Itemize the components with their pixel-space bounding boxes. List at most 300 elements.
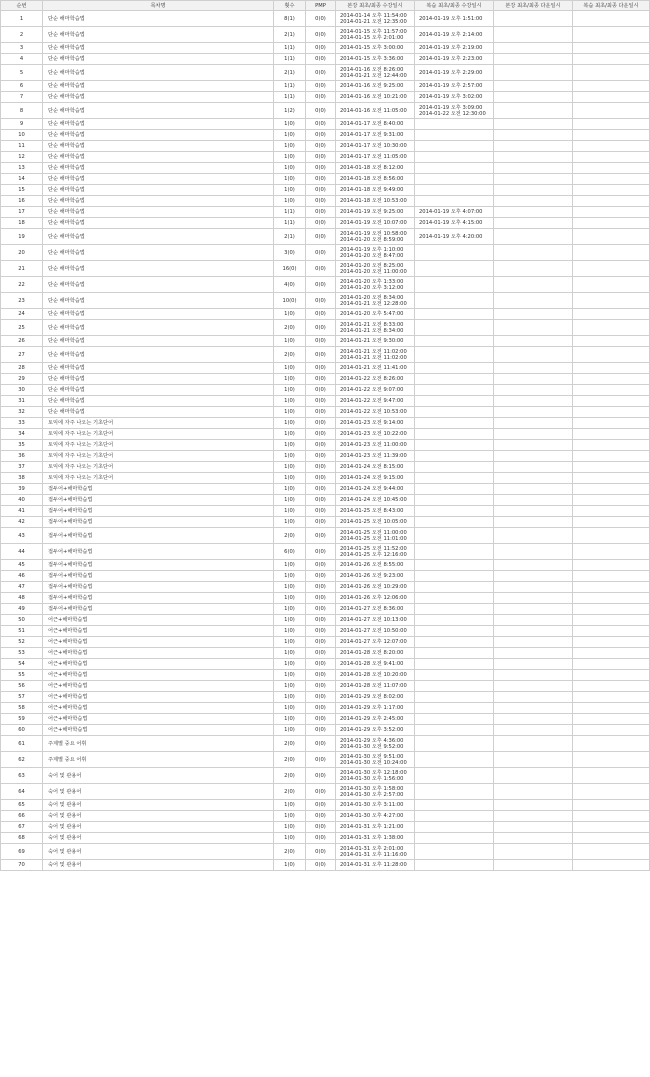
chapter-title: 단순 해마학습법 xyxy=(43,163,274,174)
review-study-time-cell xyxy=(415,218,494,229)
main-study-time: 2014-01-21 오전 8:34:00 xyxy=(340,327,404,334)
chapter-title: 단순 해마학습법 xyxy=(43,65,274,81)
chapter-title: 단순 해마학습법 xyxy=(43,218,274,229)
pmp-count: 0(0) xyxy=(306,65,336,81)
pmp-count: 0(0) xyxy=(306,528,336,544)
main-study-time-cell xyxy=(336,626,415,637)
main-study-time-cell xyxy=(336,119,415,130)
review-download-time-cell xyxy=(573,692,650,703)
main-study-time: 2014-01-30 오전 9:52:00 xyxy=(340,743,404,750)
review-study-time-cell xyxy=(415,484,494,495)
review-study-time-cell xyxy=(415,245,494,261)
row-number: 35 xyxy=(1,440,43,451)
review-download-time-cell xyxy=(573,833,650,844)
review-study-time: 2014-01-19 오후 2:14:00 xyxy=(419,31,483,38)
review-download-time-cell xyxy=(573,681,650,692)
review-download-time-cell xyxy=(573,218,650,229)
table-row xyxy=(1,544,650,560)
main-study-time: 2014-01-22 오전 8:26:00 xyxy=(340,376,404,382)
row-number: 34 xyxy=(1,429,43,440)
table-row xyxy=(1,560,650,571)
chapter-title: 주제별 중요 어휘 xyxy=(43,736,274,752)
review-study-time-cell xyxy=(415,833,494,844)
row-number: 26 xyxy=(1,336,43,347)
main-study-time-cell xyxy=(336,517,415,528)
table-row xyxy=(1,659,650,670)
review-download-time-cell xyxy=(573,615,650,626)
table-row xyxy=(1,844,650,860)
main-study-time: 2014-01-18 오전 8:56:00 xyxy=(340,176,404,182)
pmp-count: 0(0) xyxy=(306,407,336,418)
main-download-time-cell xyxy=(494,528,573,544)
review-download-time-cell xyxy=(573,528,650,544)
view-count: 1(0) xyxy=(274,800,306,811)
table-row xyxy=(1,407,650,418)
main-study-time-cell xyxy=(336,637,415,648)
main-study-time-cell xyxy=(336,163,415,174)
pmp-count: 0(0) xyxy=(306,768,336,784)
main-study-time: 2014-01-27 오전 10:13:00 xyxy=(340,617,407,623)
view-count: 1(0) xyxy=(274,833,306,844)
view-count: 1(1) xyxy=(274,92,306,103)
main-download-time-cell xyxy=(494,670,573,681)
main-download-time-cell xyxy=(494,309,573,320)
view-count: 1(0) xyxy=(274,703,306,714)
chapter-title: 접두어+해마학습법 xyxy=(43,495,274,506)
table-row xyxy=(1,374,650,385)
row-number: 38 xyxy=(1,473,43,484)
main-study-time-cell xyxy=(336,800,415,811)
chapter-title: 토익에 자주 나오는 기초단어 xyxy=(43,418,274,429)
review-download-time-cell xyxy=(573,440,650,451)
main-study-time: 2014-01-16 오전 10:21:00 xyxy=(340,94,407,100)
review-study-time-cell xyxy=(415,844,494,860)
chapter-title: 단순 해마학습법 xyxy=(43,229,274,245)
pmp-count: 0(0) xyxy=(306,141,336,152)
review-download-time-cell xyxy=(573,811,650,822)
main-study-time: 2014-01-29 오전 8:02:00 xyxy=(340,694,404,700)
chapter-title: 어근+해마학습법 xyxy=(43,615,274,626)
main-study-time: 2014-01-25 오전 8:43:00 xyxy=(340,508,404,514)
main-study-time: 2014-01-21 오전 12:28:00 xyxy=(340,300,407,307)
table-row xyxy=(1,130,650,141)
chapter-title: 접두어+해마학습법 xyxy=(43,604,274,615)
review-study-time-cell xyxy=(415,418,494,429)
table-row xyxy=(1,185,650,196)
row-number: 20 xyxy=(1,245,43,261)
review-download-time-cell xyxy=(573,152,650,163)
main-study-time: 2014-01-20 오전 8:59:00 xyxy=(340,236,404,243)
row-number: 63 xyxy=(1,768,43,784)
row-number: 66 xyxy=(1,811,43,822)
table-row xyxy=(1,800,650,811)
review-download-time-cell xyxy=(573,844,650,860)
main-study-time-cell xyxy=(336,196,415,207)
main-study-time: 2014-01-26 오전 9:23:00 xyxy=(340,573,404,579)
pmp-count: 0(0) xyxy=(306,784,336,800)
row-number: 6 xyxy=(1,81,43,92)
review-download-time-cell xyxy=(573,736,650,752)
row-number: 32 xyxy=(1,407,43,418)
review-download-time-cell xyxy=(573,207,650,218)
main-study-time-cell xyxy=(336,648,415,659)
pmp-count: 0(0) xyxy=(306,374,336,385)
review-study-time-cell xyxy=(415,604,494,615)
table-row xyxy=(1,473,650,484)
table-row xyxy=(1,11,650,27)
view-count: 10(0) xyxy=(274,293,306,309)
pmp-count: 0(0) xyxy=(306,670,336,681)
chapter-title: 단순 해마학습법 xyxy=(43,277,274,293)
table-row xyxy=(1,495,650,506)
main-study-time-cell xyxy=(336,615,415,626)
main-study-time-cell xyxy=(336,429,415,440)
review-study-time-cell xyxy=(415,714,494,725)
review-download-time-cell xyxy=(573,261,650,277)
row-number: 30 xyxy=(1,385,43,396)
review-download-time-cell xyxy=(573,544,650,560)
pmp-count: 0(0) xyxy=(306,462,336,473)
row-number: 68 xyxy=(1,833,43,844)
pmp-count: 0(0) xyxy=(306,844,336,860)
table-row xyxy=(1,714,650,725)
pmp-count: 0(0) xyxy=(306,363,336,374)
review-study-time-cell xyxy=(415,103,494,119)
main-study-time-cell xyxy=(336,43,415,54)
main-study-time-cell xyxy=(336,811,415,822)
main-study-time: 2014-01-20 오전 8:47:00 xyxy=(340,252,404,259)
view-count: 1(0) xyxy=(274,822,306,833)
main-study-time: 2014-01-17 오전 9:31:00 xyxy=(340,132,404,138)
pmp-count: 0(0) xyxy=(306,860,336,871)
main-study-time: 2014-01-26 오전 10:29:00 xyxy=(340,584,407,590)
main-study-time: 2014-01-20 오전 8:34:00 xyxy=(340,294,404,301)
main-download-time-cell xyxy=(494,692,573,703)
row-number: 61 xyxy=(1,736,43,752)
main-study-time: 2014-01-30 오전 9:51:00 xyxy=(340,753,404,760)
chapter-title: 단순 해마학습법 xyxy=(43,207,274,218)
review-study-time-cell xyxy=(415,571,494,582)
row-number: 50 xyxy=(1,615,43,626)
main-download-time-cell xyxy=(494,451,573,462)
main-study-time-cell xyxy=(336,725,415,736)
chapter-title: 주제별 중요 어휘 xyxy=(43,752,274,768)
main-study-time-cell xyxy=(336,593,415,604)
row-number: 11 xyxy=(1,141,43,152)
view-count: 1(0) xyxy=(274,152,306,163)
main-study-time: 2014-01-31 오후 1:38:00 xyxy=(340,835,404,841)
review-study-time: 2014-01-22 오전 12:30:00 xyxy=(419,110,486,117)
review-download-time-cell xyxy=(573,703,650,714)
main-study-time-cell xyxy=(336,407,415,418)
main-study-time: 2014-01-18 오전 8:12:00 xyxy=(340,165,404,171)
review-download-time-cell xyxy=(573,374,650,385)
main-study-time: 2014-01-22 오전 10:53:00 xyxy=(340,409,407,415)
view-count: 1(0) xyxy=(274,174,306,185)
review-study-time-cell xyxy=(415,736,494,752)
view-count: 2(0) xyxy=(274,844,306,860)
view-count: 2(0) xyxy=(274,736,306,752)
main-study-time: 2014-01-24 오전 9:15:00 xyxy=(340,475,404,481)
row-number: 13 xyxy=(1,163,43,174)
review-study-time-cell xyxy=(415,141,494,152)
main-download-time-cell xyxy=(494,648,573,659)
view-count: 1(0) xyxy=(274,659,306,670)
review-study-time-cell xyxy=(415,336,494,347)
main-download-time-cell xyxy=(494,571,573,582)
main-study-time: 2014-01-17 오전 10:30:00 xyxy=(340,143,407,149)
main-study-time: 2014-01-28 오전 11:07:00 xyxy=(340,683,407,689)
review-download-time-cell xyxy=(573,571,650,582)
table-row xyxy=(1,822,650,833)
view-count: 1(0) xyxy=(274,560,306,571)
table-row xyxy=(1,860,650,871)
review-download-time-cell xyxy=(573,277,650,293)
header-main-study-time: 본강 최초/최종 수강일시 xyxy=(336,1,415,11)
table-row xyxy=(1,506,650,517)
review-download-time-cell xyxy=(573,245,650,261)
view-count: 8(1) xyxy=(274,11,306,27)
view-count: 1(0) xyxy=(274,484,306,495)
main-study-time-cell xyxy=(336,54,415,65)
main-study-time-cell xyxy=(336,385,415,396)
main-study-time-cell xyxy=(336,692,415,703)
main-study-time: 2014-01-16 오전 8:26:00 xyxy=(340,66,404,73)
main-study-time-cell xyxy=(336,440,415,451)
main-download-time-cell xyxy=(494,659,573,670)
pmp-count: 0(0) xyxy=(306,103,336,119)
main-study-time: 2014-01-15 오후 11:57:00 xyxy=(340,28,407,35)
main-study-time: 2014-01-17 오전 11:05:00 xyxy=(340,154,407,160)
table-row xyxy=(1,92,650,103)
pmp-count: 0(0) xyxy=(306,604,336,615)
row-number: 16 xyxy=(1,196,43,207)
review-study-time-cell xyxy=(415,229,494,245)
review-study-time-cell xyxy=(415,374,494,385)
main-download-time-cell xyxy=(494,261,573,277)
review-study-time-cell xyxy=(415,185,494,196)
row-number: 25 xyxy=(1,320,43,336)
row-number: 55 xyxy=(1,670,43,681)
view-count: 1(2) xyxy=(274,103,306,119)
view-count: 1(0) xyxy=(274,363,306,374)
review-study-time-cell xyxy=(415,277,494,293)
pmp-count: 0(0) xyxy=(306,27,336,43)
table-row xyxy=(1,440,650,451)
review-download-time-cell xyxy=(573,43,650,54)
pmp-count: 0(0) xyxy=(306,320,336,336)
table-row xyxy=(1,637,650,648)
review-download-time-cell xyxy=(573,336,650,347)
chapter-title: 토익에 자주 나오는 기초단어 xyxy=(43,451,274,462)
review-study-time-cell xyxy=(415,784,494,800)
main-download-time-cell xyxy=(494,703,573,714)
row-number: 51 xyxy=(1,626,43,637)
review-study-time-cell xyxy=(415,692,494,703)
review-study-time-cell xyxy=(415,396,494,407)
main-download-time-cell xyxy=(494,714,573,725)
main-download-time-cell xyxy=(494,860,573,871)
table-row xyxy=(1,528,650,544)
row-number: 27 xyxy=(1,347,43,363)
chapter-title: 단순 해마학습법 xyxy=(43,245,274,261)
main-download-time-cell xyxy=(494,736,573,752)
view-count: 1(0) xyxy=(274,681,306,692)
main-study-time: 2014-01-19 오전 10:58:00 xyxy=(340,230,407,237)
chapter-title: 단순 해마학습법 xyxy=(43,174,274,185)
pmp-count: 0(0) xyxy=(306,544,336,560)
pmp-count: 0(0) xyxy=(306,418,336,429)
chapter-title: 토익에 자주 나오는 기초단어 xyxy=(43,473,274,484)
review-study-time-cell xyxy=(415,440,494,451)
table-row xyxy=(1,163,650,174)
pmp-count: 0(0) xyxy=(306,347,336,363)
view-count: 1(0) xyxy=(274,670,306,681)
main-study-time-cell xyxy=(336,229,415,245)
chapter-title: 어근+해마학습법 xyxy=(43,703,274,714)
review-download-time-cell xyxy=(573,752,650,768)
main-download-time-cell xyxy=(494,11,573,27)
pmp-count: 0(0) xyxy=(306,560,336,571)
chapter-title: 단순 해마학습법 xyxy=(43,363,274,374)
main-study-time: 2014-01-23 오전 11:39:00 xyxy=(340,453,407,459)
main-study-time: 2014-01-16 오전 9:25:00 xyxy=(340,83,404,89)
main-download-time-cell xyxy=(494,374,573,385)
main-study-time: 2014-01-25 오전 11:01:00 xyxy=(340,535,407,542)
main-download-time-cell xyxy=(494,544,573,560)
main-study-time: 2014-01-24 오전 9:44:00 xyxy=(340,486,404,492)
main-download-time-cell xyxy=(494,752,573,768)
main-study-time: 2014-01-27 오후 12:07:00 xyxy=(340,639,407,645)
row-number: 18 xyxy=(1,218,43,229)
main-study-time: 2014-01-20 오후 5:47:00 xyxy=(340,311,404,317)
pmp-count: 0(0) xyxy=(306,429,336,440)
header-no: 순번 xyxy=(1,1,43,11)
table-row xyxy=(1,451,650,462)
main-study-time: 2014-01-23 오전 9:14:00 xyxy=(340,420,404,426)
review-download-time-cell xyxy=(573,141,650,152)
review-download-time-cell xyxy=(573,363,650,374)
review-study-time: 2014-01-19 오후 2:23:00 xyxy=(419,56,483,62)
chapter-title: 단순 해마학습법 xyxy=(43,374,274,385)
main-study-time: 2014-01-19 오전 9:25:00 xyxy=(340,209,404,215)
main-study-time: 2014-01-30 오후 2:57:00 xyxy=(340,791,404,798)
main-download-time-cell xyxy=(494,811,573,822)
main-study-time-cell xyxy=(336,822,415,833)
table-row xyxy=(1,784,650,800)
main-study-time-cell xyxy=(336,833,415,844)
review-study-time-cell xyxy=(415,54,494,65)
review-study-time-cell xyxy=(415,196,494,207)
pmp-count: 0(0) xyxy=(306,637,336,648)
table-row xyxy=(1,43,650,54)
view-count: 1(0) xyxy=(274,462,306,473)
review-download-time-cell xyxy=(573,725,650,736)
review-study-time-cell xyxy=(415,27,494,43)
row-number: 24 xyxy=(1,309,43,320)
pmp-count: 0(0) xyxy=(306,336,336,347)
main-study-time-cell xyxy=(336,451,415,462)
row-number: 10 xyxy=(1,130,43,141)
review-download-time-cell xyxy=(573,54,650,65)
main-download-time-cell xyxy=(494,484,573,495)
main-download-time-cell xyxy=(494,604,573,615)
main-study-time: 2014-01-19 오전 10:07:00 xyxy=(340,220,407,226)
table-row xyxy=(1,670,650,681)
row-number: 1 xyxy=(1,11,43,27)
main-download-time-cell xyxy=(494,560,573,571)
view-count: 6(0) xyxy=(274,544,306,560)
main-study-time-cell xyxy=(336,418,415,429)
review-download-time-cell xyxy=(573,506,650,517)
pmp-count: 0(0) xyxy=(306,130,336,141)
row-number: 17 xyxy=(1,207,43,218)
row-number: 5 xyxy=(1,65,43,81)
view-count: 2(0) xyxy=(274,784,306,800)
main-study-time: 2014-01-23 오전 11:00:00 xyxy=(340,442,407,448)
table-row xyxy=(1,347,650,363)
main-study-time: 2014-01-23 오전 10:22:00 xyxy=(340,431,407,437)
chapter-title: 단순 해마학습법 xyxy=(43,130,274,141)
review-study-time-cell xyxy=(415,347,494,363)
main-study-time: 2014-01-28 오전 10:20:00 xyxy=(340,672,407,678)
view-count: 1(0) xyxy=(274,451,306,462)
row-number: 65 xyxy=(1,800,43,811)
review-download-time-cell xyxy=(573,768,650,784)
main-download-time-cell xyxy=(494,418,573,429)
view-count: 1(0) xyxy=(274,418,306,429)
main-study-time: 2014-01-27 오전 10:50:00 xyxy=(340,628,407,634)
review-download-time-cell xyxy=(573,293,650,309)
main-download-time-cell xyxy=(494,119,573,130)
view-count: 1(0) xyxy=(274,626,306,637)
main-study-time-cell xyxy=(336,703,415,714)
table-row xyxy=(1,277,650,293)
main-study-time: 2014-01-31 오후 11:16:00 xyxy=(340,851,407,858)
main-study-time-cell xyxy=(336,363,415,374)
main-study-time: 2014-01-22 오전 9:07:00 xyxy=(340,387,404,393)
table-row xyxy=(1,27,650,43)
pmp-count: 0(0) xyxy=(306,196,336,207)
chapter-title: 단순 해마학습법 xyxy=(43,407,274,418)
main-study-time-cell xyxy=(336,659,415,670)
table-row xyxy=(1,604,650,615)
view-count: 1(1) xyxy=(274,207,306,218)
view-count: 1(0) xyxy=(274,440,306,451)
main-study-time: 2014-01-15 오후 2:01:00 xyxy=(340,34,404,41)
review-study-time: 2014-01-19 오후 4:07:00 xyxy=(419,209,483,215)
table-row xyxy=(1,582,650,593)
pmp-count: 0(0) xyxy=(306,626,336,637)
view-count: 1(0) xyxy=(274,637,306,648)
main-study-time: 2014-01-28 오전 8:20:00 xyxy=(340,650,404,656)
review-study-time-cell xyxy=(415,261,494,277)
table-row xyxy=(1,320,650,336)
main-study-time: 2014-01-30 오후 4:27:00 xyxy=(340,813,404,819)
main-download-time-cell xyxy=(494,833,573,844)
main-study-time: 2014-01-22 오전 9:47:00 xyxy=(340,398,404,404)
table-row xyxy=(1,385,650,396)
table-row xyxy=(1,141,650,152)
review-download-time-cell xyxy=(573,130,650,141)
main-study-time-cell xyxy=(336,141,415,152)
main-study-time-cell xyxy=(336,245,415,261)
chapter-title: 숙어 및 관용어 xyxy=(43,800,274,811)
view-count: 2(0) xyxy=(274,320,306,336)
main-download-time-cell xyxy=(494,130,573,141)
chapter-title: 어근+해마학습법 xyxy=(43,659,274,670)
chapter-title: 접두어+해마학습법 xyxy=(43,484,274,495)
